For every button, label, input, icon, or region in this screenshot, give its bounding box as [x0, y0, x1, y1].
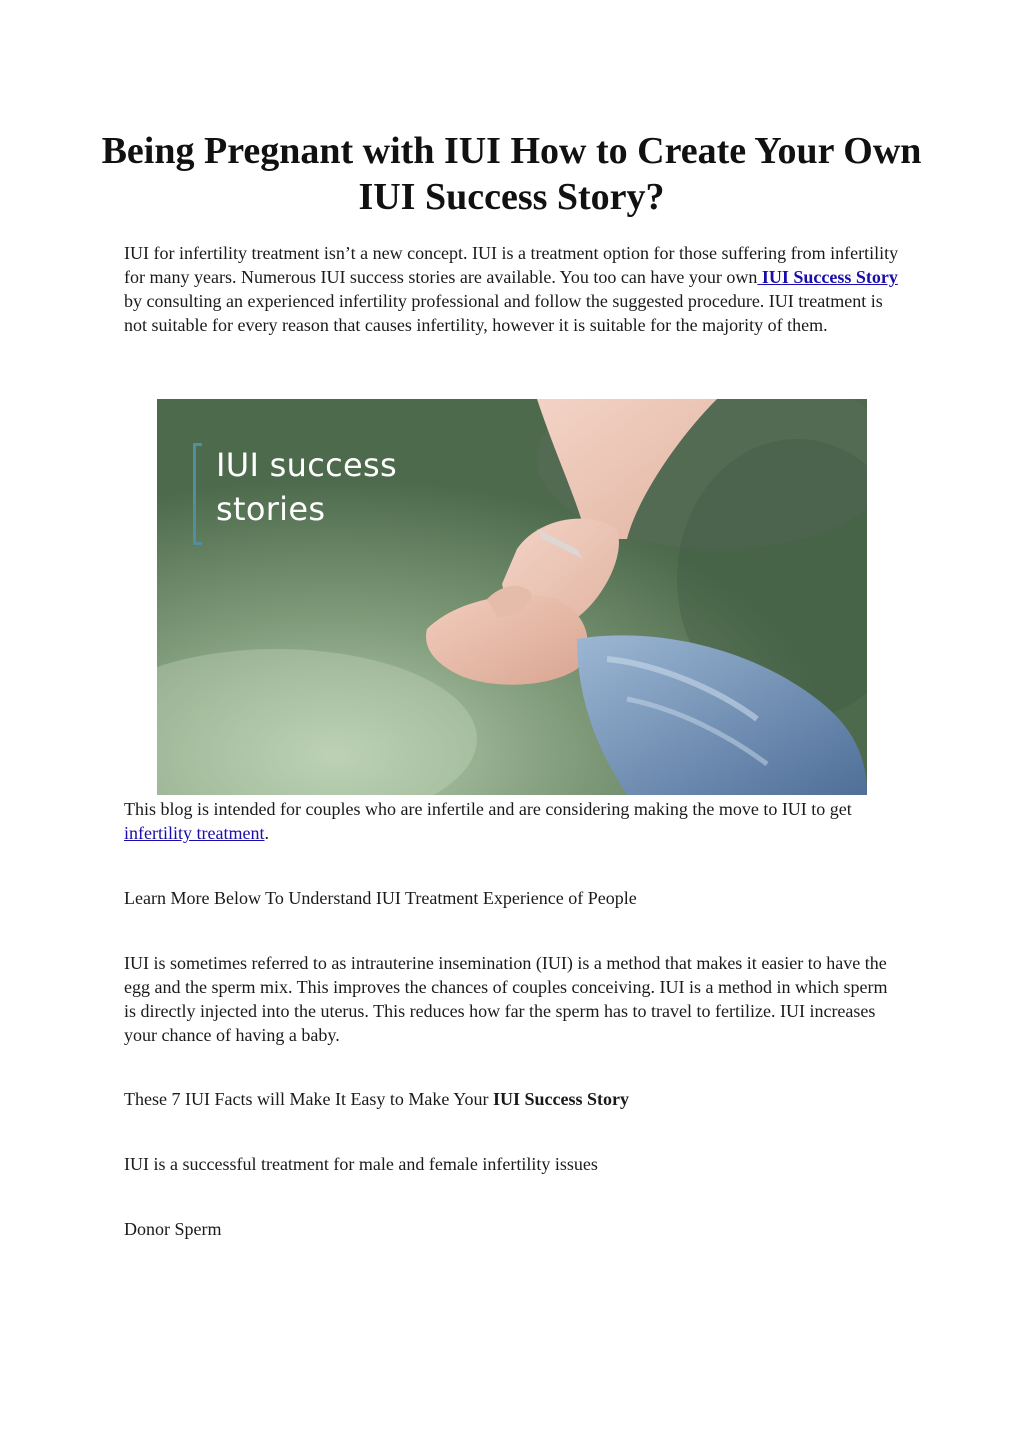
hero-caption	[193, 443, 397, 545]
intro-text-before: IUI for infertility treatment isn’t a new concept. IUI is a treatment option for those suffering from infertility for many years. Numerous IUI success stories are available. You too can have your own	[124, 243, 899, 287]
intro-text-after: by consulting an experienced infertility professional and follow the suggested procedure. IUI treatment is not suitable for every reason that causes infertility, however it is suitable for the majority of them.	[124, 291, 883, 335]
page-title: Being Pregnant with IUI How to Create Your Own IUI Success Story?	[101, 130, 922, 218]
infertility-treatment-link[interactable]: infertility treatment	[124, 823, 265, 843]
intro-paragraph	[124, 241, 899, 337]
fact-2-paragraph: Donor Sperm	[124, 1219, 222, 1239]
facts-heading-text: These 7 IUI Facts will Make It Easy to Make Your	[124, 1089, 493, 1109]
facts-heading-paragraph	[124, 1087, 899, 1111]
bracket-accent	[193, 443, 202, 545]
iui-success-story-link[interactable]: IUI Success Story	[757, 267, 898, 287]
iui-definition-paragraph: IUI is sometimes referred to as intrauterine insemination (IUI) is a method that makes it easier to have the egg and the sperm mix. This improves the chances of couples conceiving. IUI is a method in which sperm is directly injected into the uterus. This reduces how far the sperm has to travel to fertilize. IUI increases your chance of having a baby.	[124, 953, 888, 1045]
blog-intent-text-after: .	[264, 823, 269, 843]
hero-caption-line2: stories	[216, 490, 326, 528]
facts-heading-bold: IUI Success Story	[492, 1089, 629, 1109]
hero-caption-line1: IUI success	[216, 446, 397, 484]
blog-intent-paragraph	[124, 797, 899, 845]
learn-more-paragraph: Learn More Below To Understand IUI Treatment Experience of People	[124, 888, 637, 908]
blog-intent-text-before: This blog is intended for couples who are infertile and are considering making the move to IUI to get	[124, 799, 852, 819]
hero-caption-text	[216, 443, 397, 545]
hero-image	[157, 399, 867, 795]
fact-1-paragraph: IUI is a successful treatment for male and female infertility issues	[124, 1154, 598, 1174]
